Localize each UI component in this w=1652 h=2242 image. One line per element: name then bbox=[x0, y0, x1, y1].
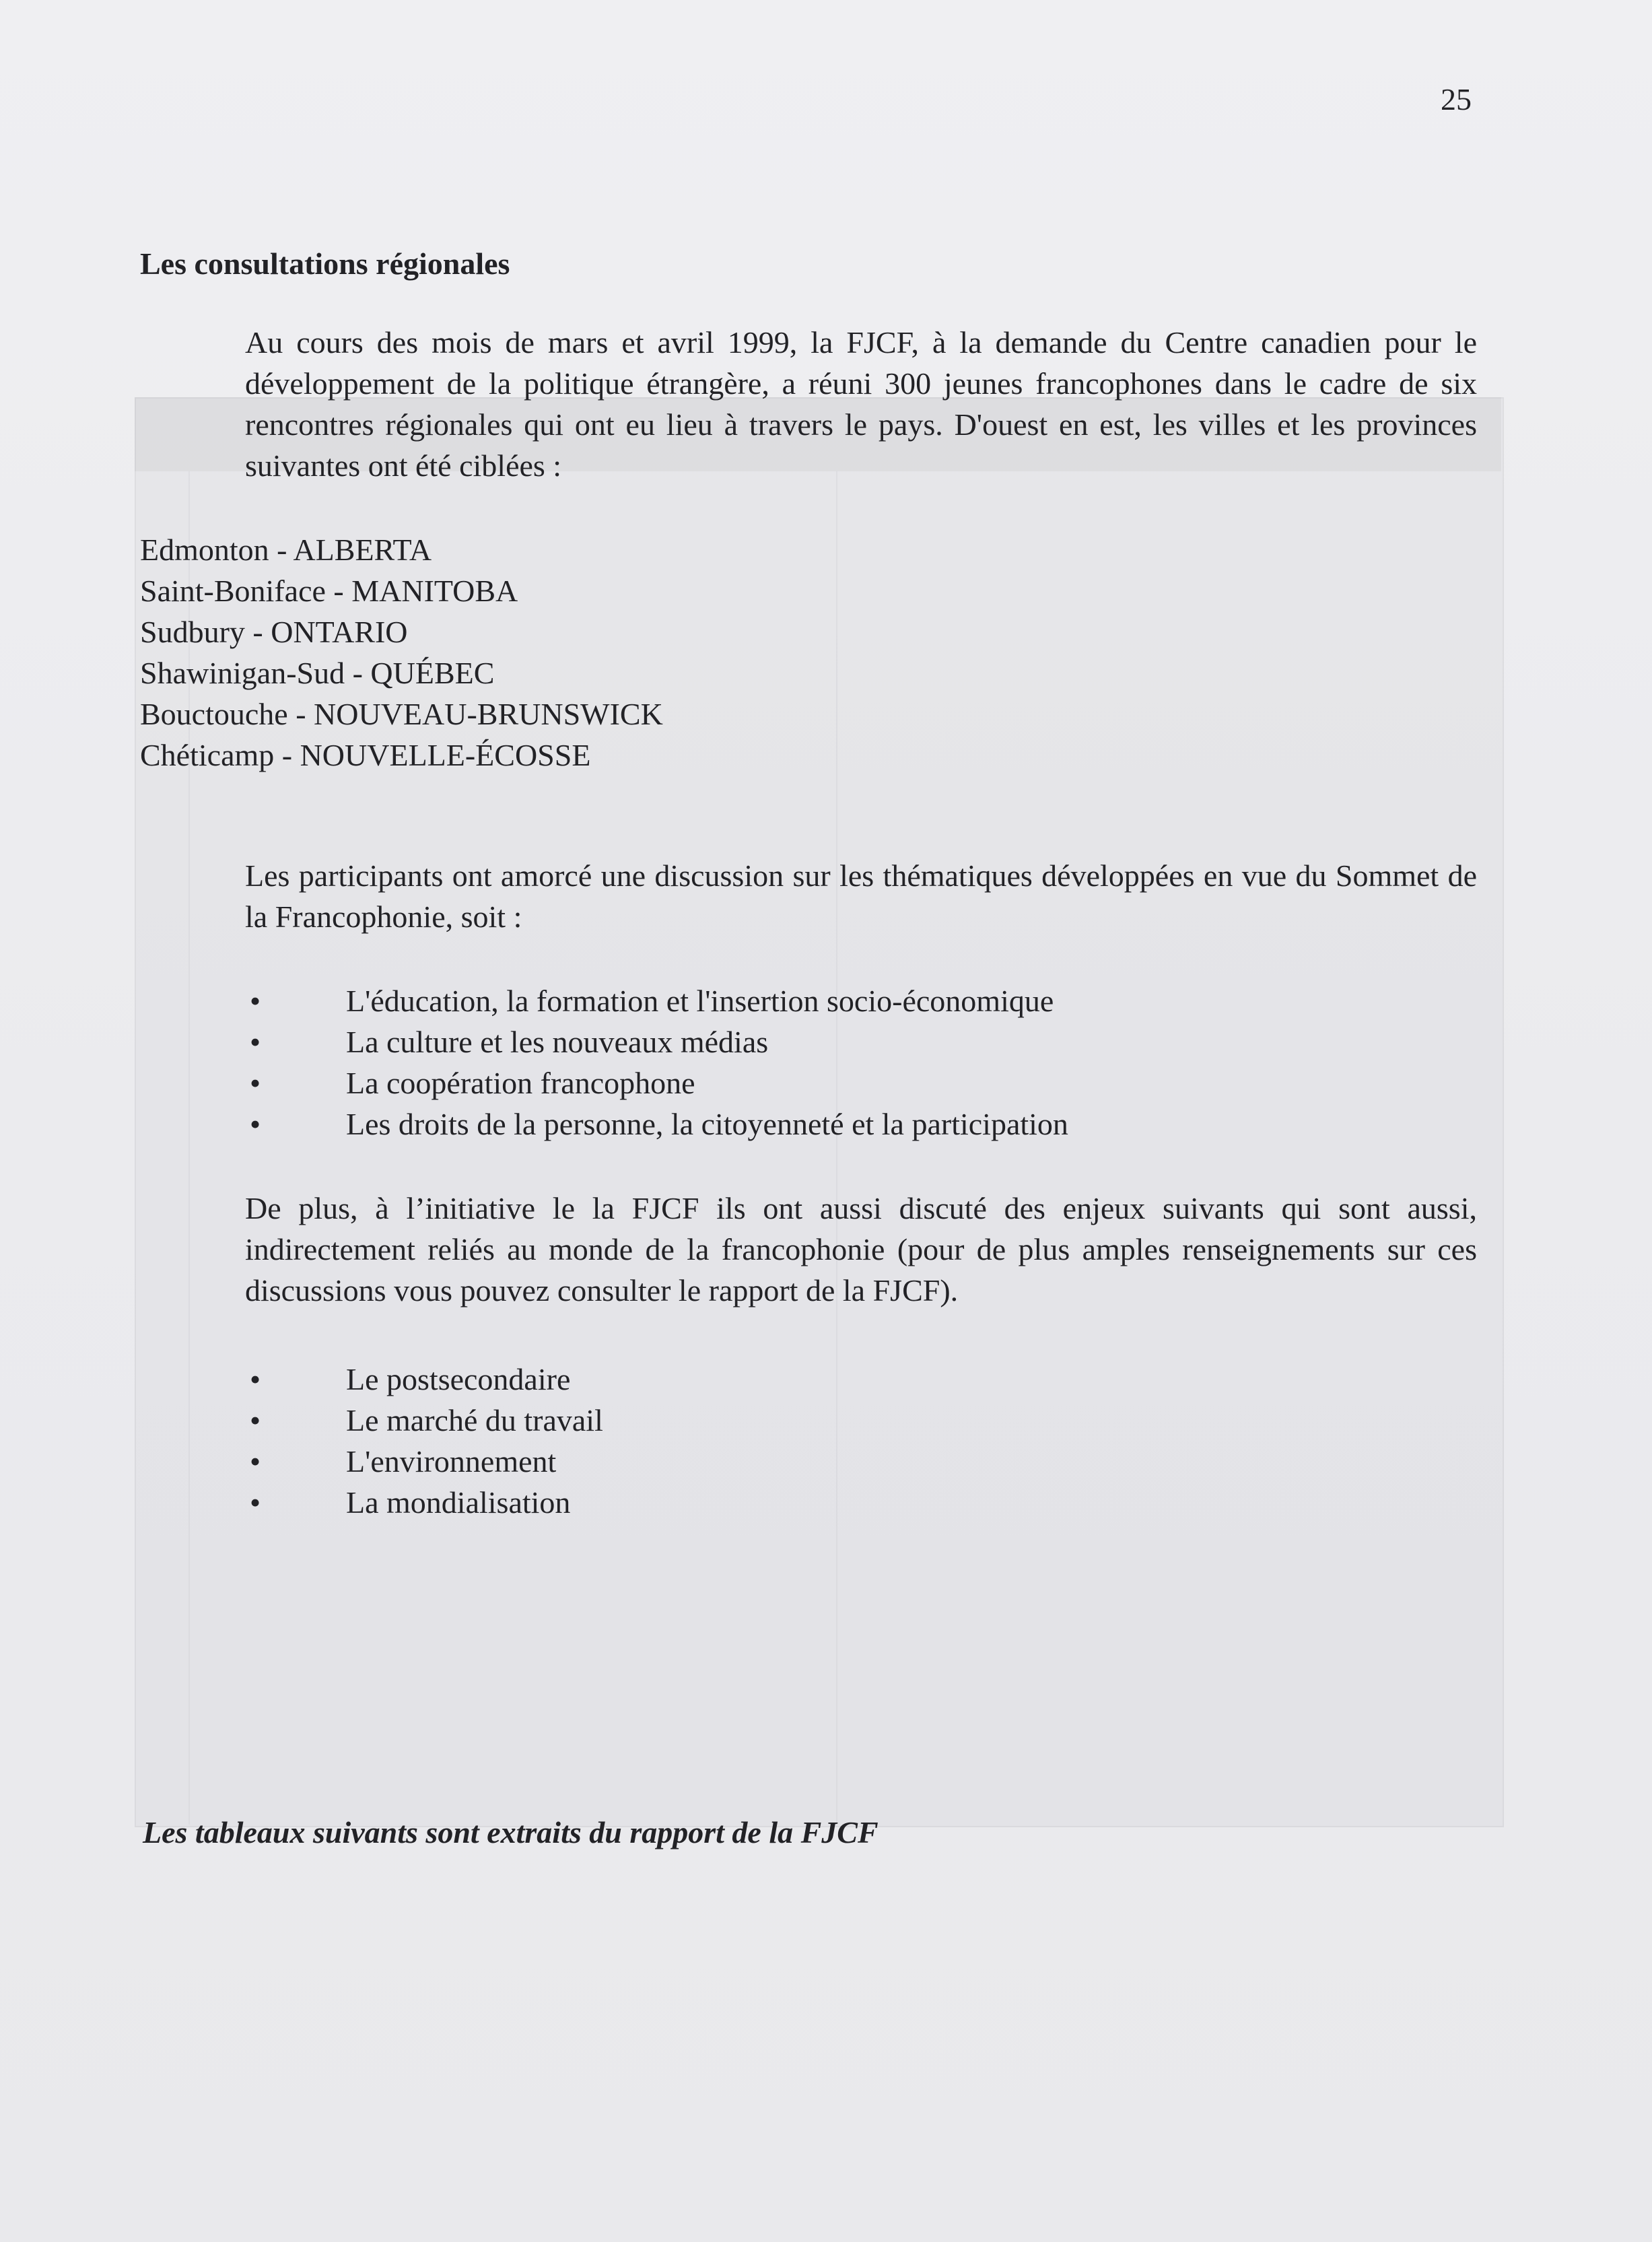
bullet-icon: • bbox=[249, 1066, 261, 1100]
section-title: Les consultations régionales bbox=[140, 246, 510, 281]
topic-label: Le postsecondaire bbox=[346, 1362, 571, 1396]
theme-label: La coopération francophone bbox=[346, 1066, 695, 1100]
theme-list bbox=[245, 980, 1068, 1145]
city-item: Shawinigan-Sud - QUÉBEC bbox=[140, 656, 495, 690]
city-item: Chéticamp - NOUVELLE-ÉCOSSE bbox=[140, 738, 591, 772]
topic-label: L'environnement bbox=[346, 1444, 557, 1479]
topic-item bbox=[245, 1441, 603, 1482]
page-number: 25 bbox=[1441, 82, 1472, 116]
de-plus-paragraph: De plus, à l’initiative le la FJCF ils ont aussi discuté des enjeux suivants qui sont aussi, indirectement reliés au monde de la francophonie (pour de plus amples renseignements sur ces discussions vous pouvez consulter le rapport de la FJCF). bbox=[245, 1191, 1477, 1307]
city-item: Bouctouche - NOUVEAU-BRUNSWICK bbox=[140, 697, 663, 731]
intro-paragraph: Au cours des mois de mars et avril 1999, la FJCF, à la demande du Centre canadien pour le développement de la politique étrangère, a réuni 300 jeunes francophones dans le cadre de six rencontres régionales qui ont eu lieu à travers le pays. D'ouest en est, les villes et les provinces suivantes ont été ciblées : bbox=[245, 325, 1477, 483]
theme-item bbox=[245, 1021, 1068, 1062]
theme-label: Les droits de la personne, la citoyenneté et la participation bbox=[346, 1107, 1068, 1141]
theme-item bbox=[245, 980, 1068, 1021]
topic-item bbox=[245, 1400, 603, 1441]
bullet-icon: • bbox=[249, 1403, 261, 1437]
theme-label: La culture et les nouveaux médias bbox=[346, 1025, 769, 1059]
bullet-icon: • bbox=[249, 1444, 261, 1479]
bullet-icon: • bbox=[249, 1025, 261, 1059]
participants-paragraph: Les participants ont amorcé une discussion sur les thématiques développées en vue du Sommet de la Francophonie, soit : bbox=[245, 858, 1477, 934]
bullet-icon: • bbox=[249, 1362, 261, 1396]
footer-note: Les tableaux suivants sont extraits du rapport de la FJCF bbox=[143, 1815, 879, 1849]
topic-label: La mondialisation bbox=[346, 1485, 571, 1520]
topic-item bbox=[245, 1482, 603, 1523]
city-item: Saint-Boniface - MANITOBA bbox=[140, 574, 518, 608]
topic-label: Le marché du travail bbox=[346, 1403, 603, 1437]
theme-label: L'éducation, la formation et l'insertion socio-économique bbox=[346, 984, 1054, 1018]
bullet-icon: • bbox=[249, 1485, 261, 1520]
bullet-icon: • bbox=[249, 1107, 261, 1141]
theme-item bbox=[245, 1103, 1068, 1145]
theme-item bbox=[245, 1062, 1068, 1103]
city-list bbox=[140, 529, 663, 776]
bullet-icon: • bbox=[249, 984, 261, 1018]
topic-item bbox=[245, 1359, 603, 1400]
topic-list bbox=[245, 1359, 603, 1523]
city-item: Sudbury - ONTARIO bbox=[140, 615, 408, 649]
city-item: Edmonton - ALBERTA bbox=[140, 533, 432, 567]
